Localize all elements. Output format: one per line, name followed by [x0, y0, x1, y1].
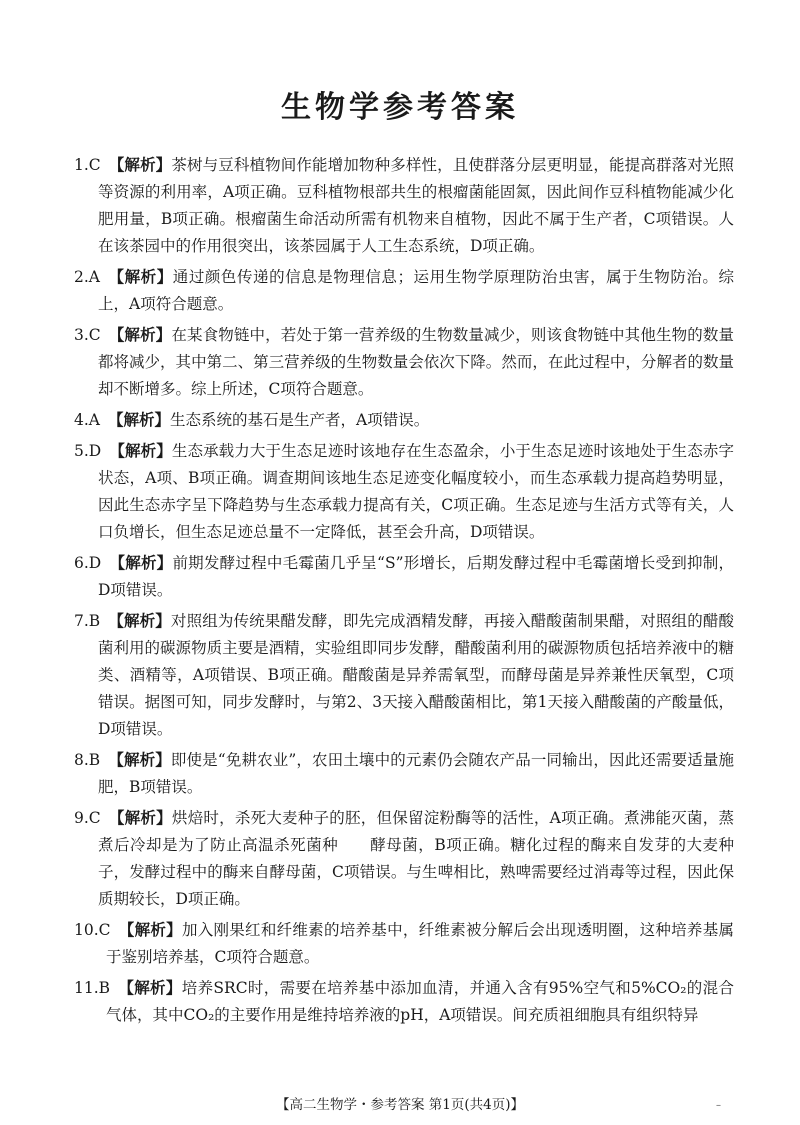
answer-item-3: [74, 322, 734, 403]
answer-item-9: [74, 805, 734, 913]
item-number: 10.: [74, 921, 99, 939]
item-number: 4.: [74, 411, 89, 429]
analysis-tag: 【解析】: [109, 554, 173, 572]
item-number: 1.: [74, 156, 89, 174]
answer-item-7: [74, 608, 734, 743]
analysis-tag: 【解析】: [108, 411, 171, 429]
item-answer: B: [98, 979, 111, 997]
item-number: 5.: [74, 442, 89, 460]
answer-item-6: [74, 550, 734, 604]
item-number: 2.: [74, 268, 89, 286]
answer-item-8: [74, 747, 734, 801]
item-number: 6.: [74, 554, 89, 572]
page-title: 生物学参考答案: [281, 90, 519, 125]
analysis-tag: 【解析】: [118, 979, 182, 997]
analysis-tag: 【解析】: [108, 809, 172, 827]
page-footer: 【高二生物学・参考答案 第1页(共4页)】: [275, 1097, 524, 1113]
analysis-text: 在某食物链中，若处于第一营养级的生物数量减少，则该食物链中其他生物的数量都将减少，其中第二、第三营养级的生物数量会依次下降。然而，在此过程中，分解者的数量却不断增多。综上所述，C项符合题意。: [98, 326, 734, 398]
analysis-tag: 【解析】: [108, 156, 172, 174]
analysis-tag: 【解析】: [109, 442, 172, 460]
analysis-text: 烘焙时，杀死大麦种子的胚，但保留淀粉酶等的活性，A项正确。煮沸能灭菌，蒸煮后冷却是为了防止高温杀死菌种 酵母菌，B项正确。糖化过程的酶来自发芽的大麦种子，发酵过程中的酶来自酵母菌，C项错误。与生啤相比，熟啤需要经过消毒等过程，因此保质期较长，D项正确。: [98, 809, 734, 908]
item-answer: C: [98, 921, 111, 939]
answer-item-2: [74, 264, 734, 318]
answer-item-1: [74, 152, 734, 260]
item-number: 9.: [74, 809, 89, 827]
item-answer: B: [88, 612, 101, 630]
item-answer: A: [88, 411, 100, 429]
answer-item-11: [74, 975, 734, 1029]
analysis-text: 加入刚果红和纤维素的培养基中，纤维素被分解后会出现透明圈，这种培养基属于鉴别培养基，C项符合题意。: [106, 921, 734, 966]
answer-item-4: [74, 407, 734, 434]
item-answer: A: [88, 268, 100, 286]
analysis-text: 茶树与豆科植物间作能增加物种多样性，且使群落分层更明显，能提高群落对光照等资源的利用率，A项正确。豆科植物根部共生的根瘤菌能固氮，因此间作豆科植物能减少化肥用量，B项正确。根瘤菌生命活动所需有机物来自植物，因此不属于生产者，C项错误。人在该茶园中的作用很突出，该茶园属于人工生态系统，D项正确。: [98, 156, 734, 255]
item-answer: D: [88, 442, 102, 460]
analysis-tag: 【解析】: [108, 751, 171, 769]
analysis-text: 前期发酵过程中毛霉菌几乎呈“S”形增长，后期发酵过程中毛霉菌增长受到抑制，D项错误。: [98, 554, 734, 599]
answer-item-10: [74, 917, 734, 971]
analysis-text: 生态系统的基石是生产者，A项错误。: [170, 411, 430, 429]
analysis-text: 通过颜色传递的信息是物理信息；运用生物学原理防治虫害，属于生物防治。综上，A项符合题意。: [98, 268, 734, 313]
analysis-text: 对照组为传统果醋发酵，即先完成酒精发酵，再接入醋酸菌制果醋，对照组的醋酸菌利用的碳源物质主要是酒精，实验组即同步发酵，醋酸菌利用的碳源物质包括培养液中的糖类、酒精等，A项错误、B项正确。醋酸菌是异养需氧型，而酵母菌是异养兼性厌氧型，C项错误。据图可知，同步发酵时，与第2、3天接入醋酸菌相比，第1天接入醋酸菌的产酸量低，D项错误。: [98, 612, 734, 738]
analysis-tag: 【解析】: [108, 612, 171, 630]
item-answer: B: [88, 751, 101, 769]
item-number: 7.: [74, 612, 89, 630]
analysis-tag: 【解析】: [118, 921, 182, 939]
item-answer: C: [88, 156, 101, 174]
answer-list: [74, 152, 734, 1033]
answer-item-5: [74, 438, 734, 546]
analysis-text: 即使是“免耕农业”，农田土壤中的元素仍会随农产品一同输出，因此还需要适量施肥，B项错误。: [98, 751, 734, 796]
analysis-tag: 【解析】: [108, 326, 172, 344]
item-number: 3.: [74, 326, 89, 344]
analysis-text: 生态承载力大于生态足迹时该地存在生态盈余，小于生态足迹时该地处于生态赤字状态，A项、B项正确。调查期间该地生态足迹变化幅度较小，而生态承载力提高趋势明显，因此生态赤字呈下降趋势与生态承载力提高有关，C项正确。生态足迹与生活方式等有关，人口负增长，但生态足迹总量不一定降低，甚至会升高，D项错误。: [98, 442, 734, 541]
item-number: 8.: [74, 751, 89, 769]
item-answer: C: [88, 809, 101, 827]
item-answer: C: [88, 326, 101, 344]
analysis-tag: 【解析】: [108, 268, 173, 286]
analysis-text: 培养SRC时，需要在培养基中添加血清，并通入含有95%空气和5%CO₂的混合气体，其中CO₂的主要作用是维持培养液的pH，A项错误。间充质祖细胞具有组织特异: [106, 979, 734, 1024]
item-answer: D: [88, 554, 102, 572]
corner-mark: –: [716, 1100, 721, 1111]
item-number: 11.: [74, 979, 99, 997]
